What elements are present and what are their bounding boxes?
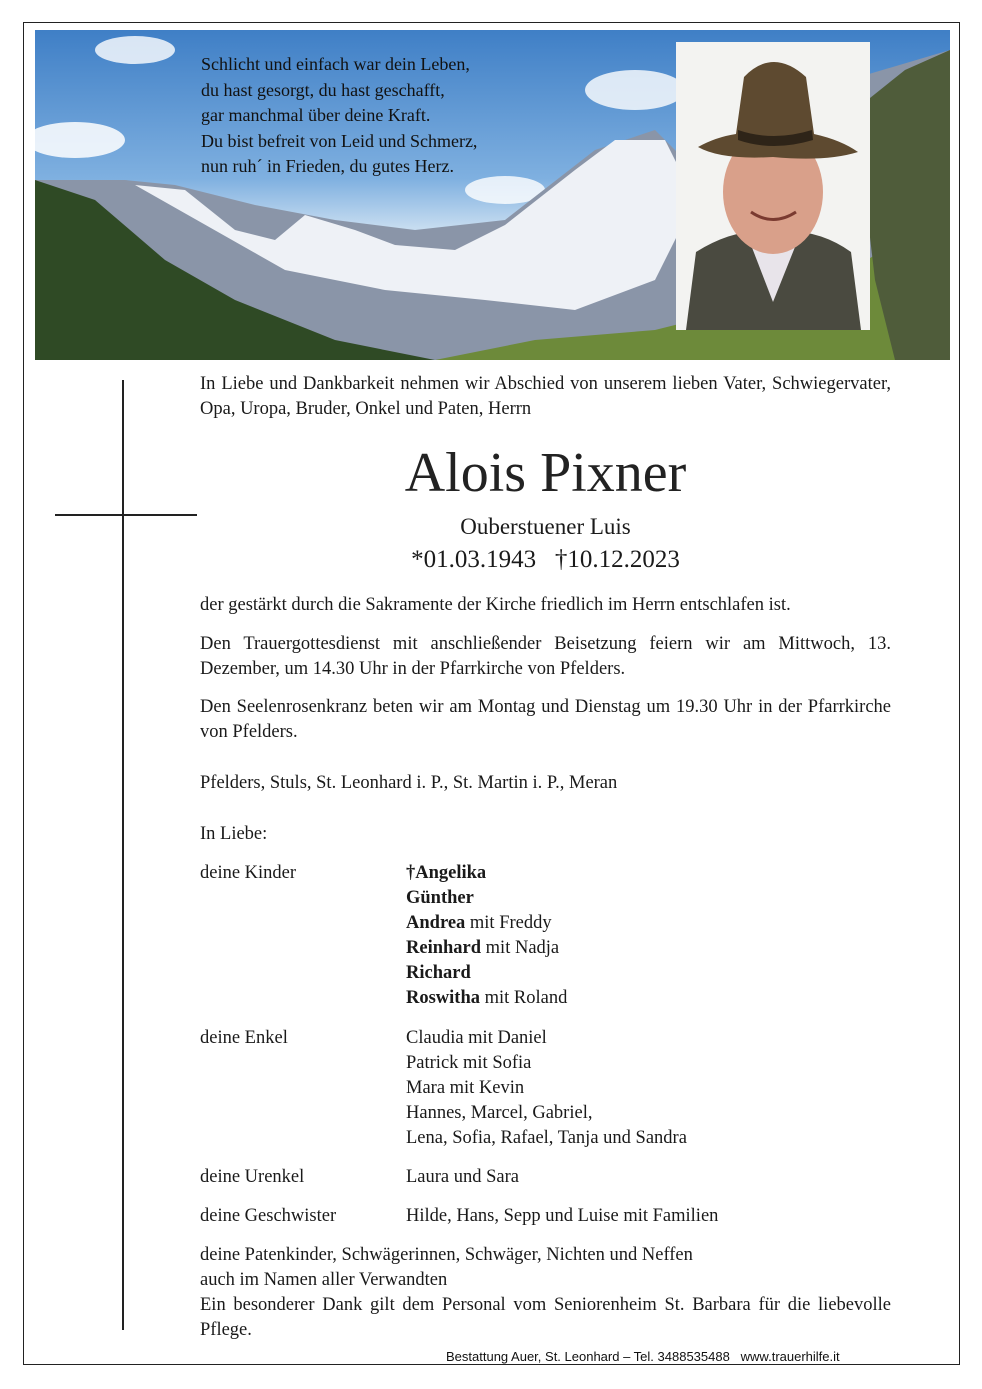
life-dates: *01.03.1943 †10.12.2023: [411, 546, 680, 573]
nickname: Ouberstuener Luis: [460, 514, 631, 539]
closing-line: auch im Namen aller Verwandten: [200, 1270, 448, 1290]
partner-name: mit Roland: [480, 988, 568, 1008]
siblings-label: deine Geschwister: [200, 1206, 337, 1226]
poem-line: Du bist befreit von Leid und Schmerz,: [201, 130, 478, 151]
mountain-banner-image: [35, 30, 950, 360]
child-name: Günther: [406, 888, 474, 908]
list-item: [406, 886, 567, 911]
child-name: Roswitha: [406, 988, 481, 1008]
children-label: deine Kinder: [200, 863, 297, 883]
poem-line: gar manchmal über deine Kraft.: [201, 105, 431, 125]
list-item: [406, 911, 567, 936]
portrait-photo: [676, 42, 870, 330]
cross-symbol-vertical: [122, 380, 124, 1330]
closing-line: deine Patenkinder, Schwägerinnen, Schwäger, Nichten und Neffen: [200, 1245, 693, 1265]
child-name: †Angelika: [406, 863, 487, 883]
list-item: [406, 961, 567, 986]
partner-name: mit Nadja: [481, 938, 560, 958]
child-name: Andrea: [406, 913, 466, 933]
thanks-text: Ein besonderer Dank gilt dem Personal vom Seniorenheim St. Barbara für die liebevolle Pflege.: [200, 1295, 891, 1340]
funeral-home-footer: Bestattung Auer, St. Leonhard – Tel. 3488535488 www.trauerhilfe.it: [446, 1349, 840, 1364]
grandchildren-list: [406, 1026, 687, 1151]
list-item: Hannes, Marcel, Gabriel,: [406, 1103, 593, 1123]
poem: [201, 52, 477, 180]
list-item: [406, 936, 567, 961]
children-list: [406, 861, 567, 1011]
rosary-text: Den Seelenrosenkranz beten wir am Montag und Dienstag um 19.30 Uhr in der Pfarrkirche von Pfelders.: [200, 697, 891, 742]
partner-name: mit Freddy: [465, 913, 552, 933]
list-item: [406, 861, 567, 886]
sacraments-text: der gestärkt durch die Sakramente der Kirche friedlich im Herrn entschlafen ist.: [200, 595, 791, 615]
poem-line: Schlicht und einfach war dein Leben,: [201, 54, 470, 74]
funeral-service-text: Den Trauergottesdienst mit anschließender Beisetzung feiern wir am Mittwoch, 13. Dezember, um 14.30 Uhr in der Pfarrkirche von Pfelders.: [200, 634, 891, 679]
poem-line: du hast gesorgt, du hast geschafft,: [201, 79, 445, 100]
poem-line: nun ruh´ in Frieden, du gutes Herz.: [201, 156, 454, 176]
list-item: Claudia mit Daniel: [406, 1028, 547, 1048]
list-item: Lena, Sofia, Rafael, Tanja und Sandra: [406, 1128, 687, 1148]
child-name: Richard: [406, 963, 471, 983]
siblings-list: Hilde, Hans, Sepp und Luise mit Familien: [406, 1206, 719, 1226]
intro-text: In Liebe und Dankbarkeit nehmen wir Abschied von unserem lieben Vater, Schwiegervater, Opa, Uropa, Bruder, Onkel und Paten, Herrn: [200, 374, 891, 419]
in-love-label: In Liebe:: [200, 824, 268, 844]
list-item: Patrick mit Sofia: [406, 1053, 532, 1073]
great-grandchildren-list: Laura und Sara: [406, 1167, 520, 1187]
child-name: Reinhard: [406, 938, 482, 958]
list-item: Mara mit Kevin: [406, 1078, 525, 1098]
grandchildren-label: deine Enkel: [200, 1028, 288, 1048]
list-item: [406, 986, 567, 1011]
great-grandchildren-label: deine Urenkel: [200, 1167, 305, 1187]
cross-symbol-horizontal: [55, 514, 197, 516]
deceased-name: Alois Pixner: [404, 442, 687, 504]
places: Pfelders, Stuls, St. Leonhard i. P., St. Martin i. P., Meran: [200, 773, 618, 793]
